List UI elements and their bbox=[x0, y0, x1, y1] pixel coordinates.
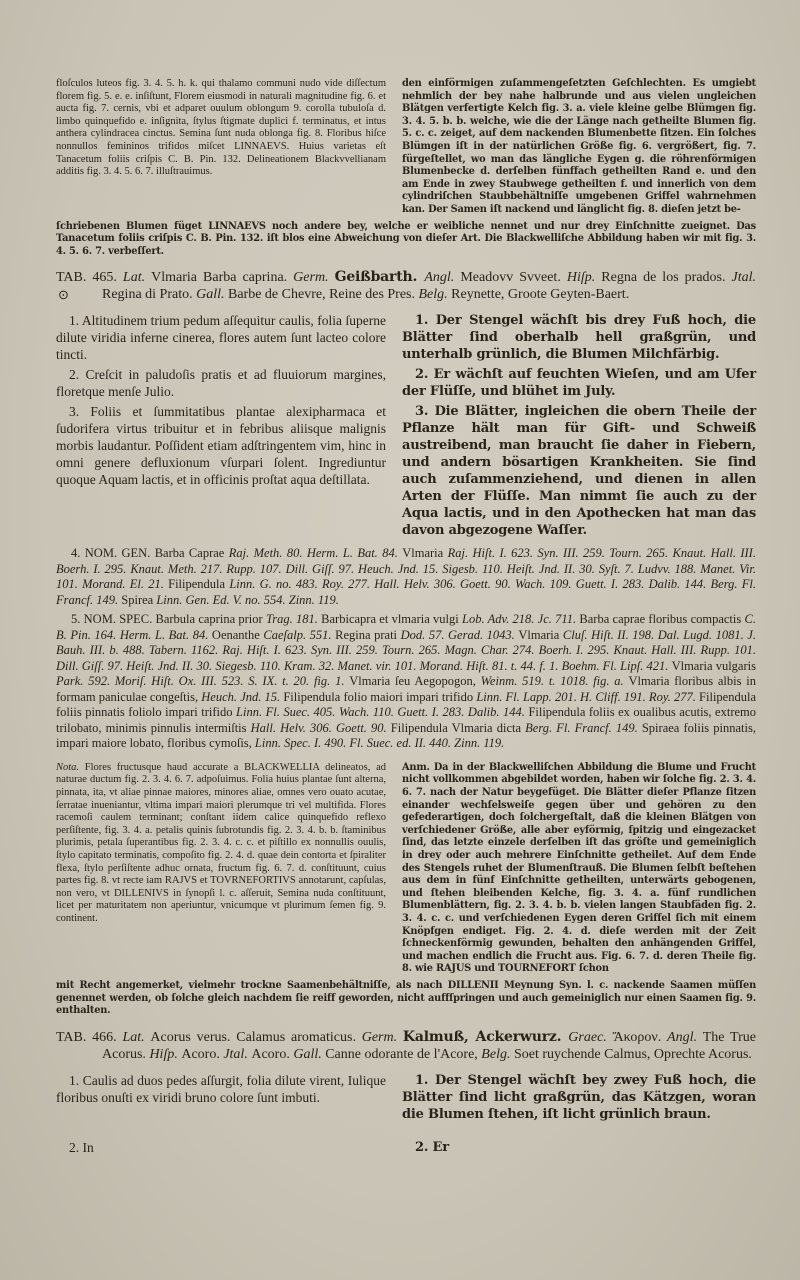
tab465-heading-text: TAB. 465. Lat. Vlmaria Barba caprina. Germ. Geißbarth. Angl. Meadovv Svveet. Hiſp. Regna de los prados. Jtal. Regina di Prato. Gall. Barbe de Chevre, Reine des Pres. Belg. Reynette, Groote Geyten-Baert. bbox=[56, 269, 756, 303]
tab466-german-paragraph-1: 1. Der Stengel wächſt bey zwey Fuß hoch, die Blätter ſind licht graßgrün, das Kätzgen, woran die Blumen ſtehen, iſt licht grünlich braun. bbox=[402, 1072, 756, 1122]
catchword-german: 2. Er bbox=[415, 1139, 449, 1155]
tab465-closing-text: mit Recht angemerket, vielmehr trockne Saamenbehältniſſe, als nach DILLENII Meynung Syn. l. c. nackende Saamen müſſen genennet werden, ob ſolche gleich nachdem ſie reiff geworden, nicht auffſpringen und auch gemeiniglich nur einen Saamen fig. 9. enthalten. bbox=[56, 979, 756, 1017]
continuation-merged-text: ſchriebenen Blumen füget LINNAEVS noch andere bey, welche er weibliche nennet und nur drey Einſchnitte zueignet. Das Tanacetum foliis criſpis C. B. Pin. 132. iſt blos eine Abweichung von dieſer Art. Die Blackwelliſche Abbildung haben wir mit fig. 3. 4. 5. 6. 7. verbeſſert. bbox=[56, 220, 756, 257]
catchword-row bbox=[56, 1139, 756, 1156]
tab465-latin-paragraph-3: 3. Foliis et ſummitatibus plantae alexipharmaca et ſudorifera virtus tribuitur et in febribus aliisque malignis morbis laudantur. Poſſident etiam adſtringentem vim, hinc in omni genere defluxionum vſurpari ſolent. Ingrediuntur quoque Aquam lactis, et in officinis proſtat aqua deſtillata. bbox=[56, 404, 386, 488]
continuation-section bbox=[56, 78, 756, 217]
tab465-german-paragraph-1: 1. Der Stengel wächſt bis drey Fuß hoch, die Blätter ſind oberhalb hell graßgrün, und unterhalb grünlich, die Blumen Milchfärbig. bbox=[402, 313, 756, 363]
tab465-german-paragraph-2: 2. Er wächſt auf feuchten Wieſen, und am Ufer der Flüſſe, und blühet im July. bbox=[402, 367, 756, 400]
continuation-latin-text: floſculos luteos fig. 3. 4. 5. h. k. qui thalamo communi nudo vide diſſectum florem fig. 5. e. e. inſiſtunt, Florem eiusmodi in naturali magnitudine fig. 6. et aucta fig. 7. cernis, vbi et adparet ouulum oblongum 9. corolla tubuloſa d. limbo quinquefido e. inſignita, ſtylus ſtigmate duplici f. terminatus, et intus anthera cylindracea cinctus. Semina ſunt nuda oblonga fig. 8. Floribus hiſce nonnullos femininos trifidos miſcet LINNAEVS. Huius varietas eſt Tanacetum foliis criſpis C. B. Pin. 132. Delineationem Blackvvellianam additis fig. 3. 4. 5. 6. 7. illuſtrauimus. bbox=[56, 78, 386, 178]
tab465-description-section bbox=[56, 312, 756, 542]
tab466-latin-paragraph-1: 1. Caulis ad duos pedes aſſurgit, folia dilute virent, Iulique floribus onuſti ex viridi bruno colore ſunt imbuti. bbox=[56, 1072, 386, 1105]
tab465-nota-latin: Nota. Flores fructusque haud accurate a BLACKWELLIA delineatos, ad naturae ductum fig. 2. 3. 4. 6. 7. adpoſuimus. Folia huius plantae ſunt alterna, pinnata, ita, vt aliae pinnae maiores, minores aliae, omnes vero ouato acutae, ſerratae inueniantur, vltima impari maiori plerumque tri vel multifida. Flores racemoſi caulem terminant; conſtant iidem calice quinquefido reflexo perſiſtente, fig. 3. 4. a. petalis quinis ſubrotundis fig. 2. 3. 4. b. b. ſtaminibus plurimis, petala ſuperantibus fig. 2. 3. 4. c. c. et piſtillo ex nonnullis ouulis, ſtylo capitato terminatis, compoſito fig. 2. 4. d. quae dein contorta et ſpiraliter flexa, ſtylo perſiſtente adhuc ornata, fructum fig. 6. 7. d. conſtituunt, cuius partes fig. 8. vt recte iam RAJVS et TOVRNEFORTIVS annotarunt, capſulas, non vero, vt DILLENIVS in ſynopſi l. c. aſſeruit, Semina nuda conſtituunt, licet per maturitatem non aperiuntur, vnicumque vt plurimum ſemen fig. 9. continent. bbox=[56, 761, 386, 924]
tab465-nomenclature-specific: 5. NOM. SPEC. Barbula caprina prior Trag. 181. Barbicapra et vlmaria vulgi Lob. Adv. 218. Jc. 711. Barba caprae floribus compactis C. B. Pin. 164. Herm. L. Bat. 84. Oenanthe Caeſalp. 551. Regina prati Dod. 57. Gerad. 1043. Vlmaria Cluſ. Hiſt. II. 198. Dal. Lugd. 1081. J. Bauh. III. b. 488. Tabern. 1162. Raj. Hiſt. I. 623. Syn. III. 259. Tourn. 265. Magn. Char. 274. Boerh. I. 295. Knaut. Hall. III. Rupp. 101. Dill. Giſſ. 97. Heiſt. Jnd. II. 30. Siegesb. 110. Kram. 32. Manet. vir. 101. Morand. Hiſt. 81. t. 44. f. 1. Boehm. Fl. Lipſ. 421. Vlmaria vulgaris Park. 592. Moriſ. Hiſt. Ox. III. 523. S. IX. t. 20. fig. 1. Vlmaria ſeu Aegopogon, Weinm. 519. t. 1018. fig. a. Vlmaria floribus albis in formam paniculae congeſtis, Heuch. Jnd. 15. Filipendula folio maiori impari trifido Linn. Fl. Lapp. 201. H. Cliff. 191. Roy. 277. Filipendula foliis pinnatis foliolo impari trifido Linn. Fl. Suec. 405. Wach. 110. Guett. I. 283. Dalib. 144. Filipendula foliis ex oualibus acutis, extremo trilobato, minimis pinnulis intermiſtis Hall. Helv. 306. Goett. 90. Filipendula Vlmaria dicta Berg. Fl. Francf. 149. Spiraea foliis pinnatis, impari maiore lobato, floribus cymoſis, Linn. Spec. I. 490. Fl. Suec. ed. II. 440. Zinn. 119. bbox=[56, 612, 757, 751]
tab465-anmerkung-german: Anm. Da in der Blackwelliſchen Abbildung die Blume und Frucht nicht vollkommen abgebildet worden, haben wir ſolche fig. 2. 3. 4. 6. 7. nach der Natur beygefüget. Die Blätter dieſer Pflanze ſitzen einander wechſelsweiſe gegen über und gehören zu den gefederartigen, doch ſolchergeſtalt, daß die kleinen Blätgen von verſchiedener Größe, alle aber eyförmig, ſpitzig und eingezacket ſind, das letzte einzele derſelben iſt das gröſte und gemeiniglich in drey oder auch mehrere Einſchnitte getheilet. Auf dem Ende des Stengels ruhet der Blumenſtrauß. Die Blumen ſelbſt beſtehen aus dem in fünf Einſchnitte getheilten, unterwärts gebogenen, und ſtehen bleibenden Kelche, fig. 3. 4. a. fünf rundlichen Blumenblättern, fig. 2. 3. 4. b. b. vielen langen Staubfäden fig. 2. 3. 4. c. c. und verſchiedenen Eygen deren Griffel ſich mit einem Knöpfgen endiget. Fig. 2. 4. d. dieſe werden mit der Zeit ſchneckenförmig gewunden, behalten den anhängenden Griffel, und machen endlich die Frucht aus. Fig. 6. 7. d. deren Theile fig. 8. wie RAJUS und TOURNEFORT ſchon bbox=[402, 761, 756, 975]
tab465-latin-column bbox=[56, 312, 386, 542]
tab466-heading-text: TAB. 466. Lat. Acorus verus. Calamus aromaticus. Germ. Kalmuß, Ackerwurz. Graec. Ἄκορον. Angl. The True Acorus. Hiſp. Acoro. Jtal. Acoro. Gall. Canne odorante de l'Acore, Belg. Soet ruychende Calmus, Oprechte Acorus. bbox=[56, 1028, 756, 1062]
continuation-german-text: den einförmigen zuſammengeſetzten Geſchlechten. Es umgiebt nehmlich der bey nahe halbrunde und aus vielen ungleichen Blätgen verfertigte Kelch fig. 3. a. viele kleine gelbe Blümgen fig. 3. 4. 5. b. b. welche, wie die der Länge nach getheilte Blumen fig. 5. c. c. zeiget, auf dem nackenden Blumenbette ſitzen. Ein ſolches Blümgen iſt in der natürlichen Größe fig. 6. vergrößert, fig. 7. fürgeſtellet, wo man das längliche Eygen g. die röhrenförmigen Blumenbecke d. derſelben fünffach getheilten Rand e. und den am Ende in zwey Staubwege getheilten f. und innerlich von dem cylindriſchen Staubbehältniſſe umgebenen Griffel wahrnehmen kan. Der Samen iſt nackend und länglicht fig. 8. dieſen jetzt be- bbox=[402, 78, 756, 215]
annual-plant-symbol-icon: ⊙ bbox=[58, 287, 69, 303]
catchword-latin: 2. In bbox=[69, 1139, 94, 1155]
tab465-latin-paragraph-2: 2. Creſcit in paludoſis pratis et ad fluuiorum margines, floretque menſe Julio. bbox=[56, 367, 386, 400]
tab466-heading bbox=[56, 1029, 756, 1063]
tab465-notes-section bbox=[56, 762, 756, 976]
tab465-heading bbox=[56, 269, 756, 303]
tab466-description-section bbox=[56, 1072, 756, 1126]
tab465-german-paragraph-3: 3. Die Blätter, ingleichen die obern Theile der Pflanze hält man für Gift- und Schweiß austreibend, man braucht ſie daher in Fiebern, und andern bösartigen Krankheiten. Sie ſind auch zuſammenziehend, und dienen in allen Arten der Flüſſe. Man nimmt ſie auch zu der Aqua lactis, und in den Apothecken hat man das davon abgezogene Waſſer. bbox=[402, 404, 756, 539]
tab465-latin-paragraph-1: 1. Altitudinem trium pedum aſſequitur caulis, folia ſuperne dilute viridia inferne cinerea, flores autem ſunt lacteo colore tincti. bbox=[56, 313, 386, 363]
tab465-german-column bbox=[402, 312, 756, 542]
tab465-nomenclature-generic: 4. NOM. GEN. Barba Caprae Raj. Meth. 80. Herm. L. Bat. 84. Vlmaria Raj. Hiſt. I. 623. Syn. III. 259. Tourn. 265. Knaut. Hall. III. Boerh. I. 295. Knaut. Meth. 217. Rupp. 107. Dill. Giſſ. 97. Heuch. Jnd. 15. Sigesb. 110. Heiſt. Jnd. II. 30. Syſt. 7. Ludvv. 188. Manet. Vir. 101. Morand. El. 21. Filipendula Linn. G. no. 483. Roy. 277. Hall. Helv. 306. Goett. 90. Wach. 109. Guett. I. 283. Dalib. 144. Berg. Fl. Francf. 149. Spirea Linn. Gen. Ed. V. no. 554. Zinn. 119. bbox=[56, 546, 756, 607]
